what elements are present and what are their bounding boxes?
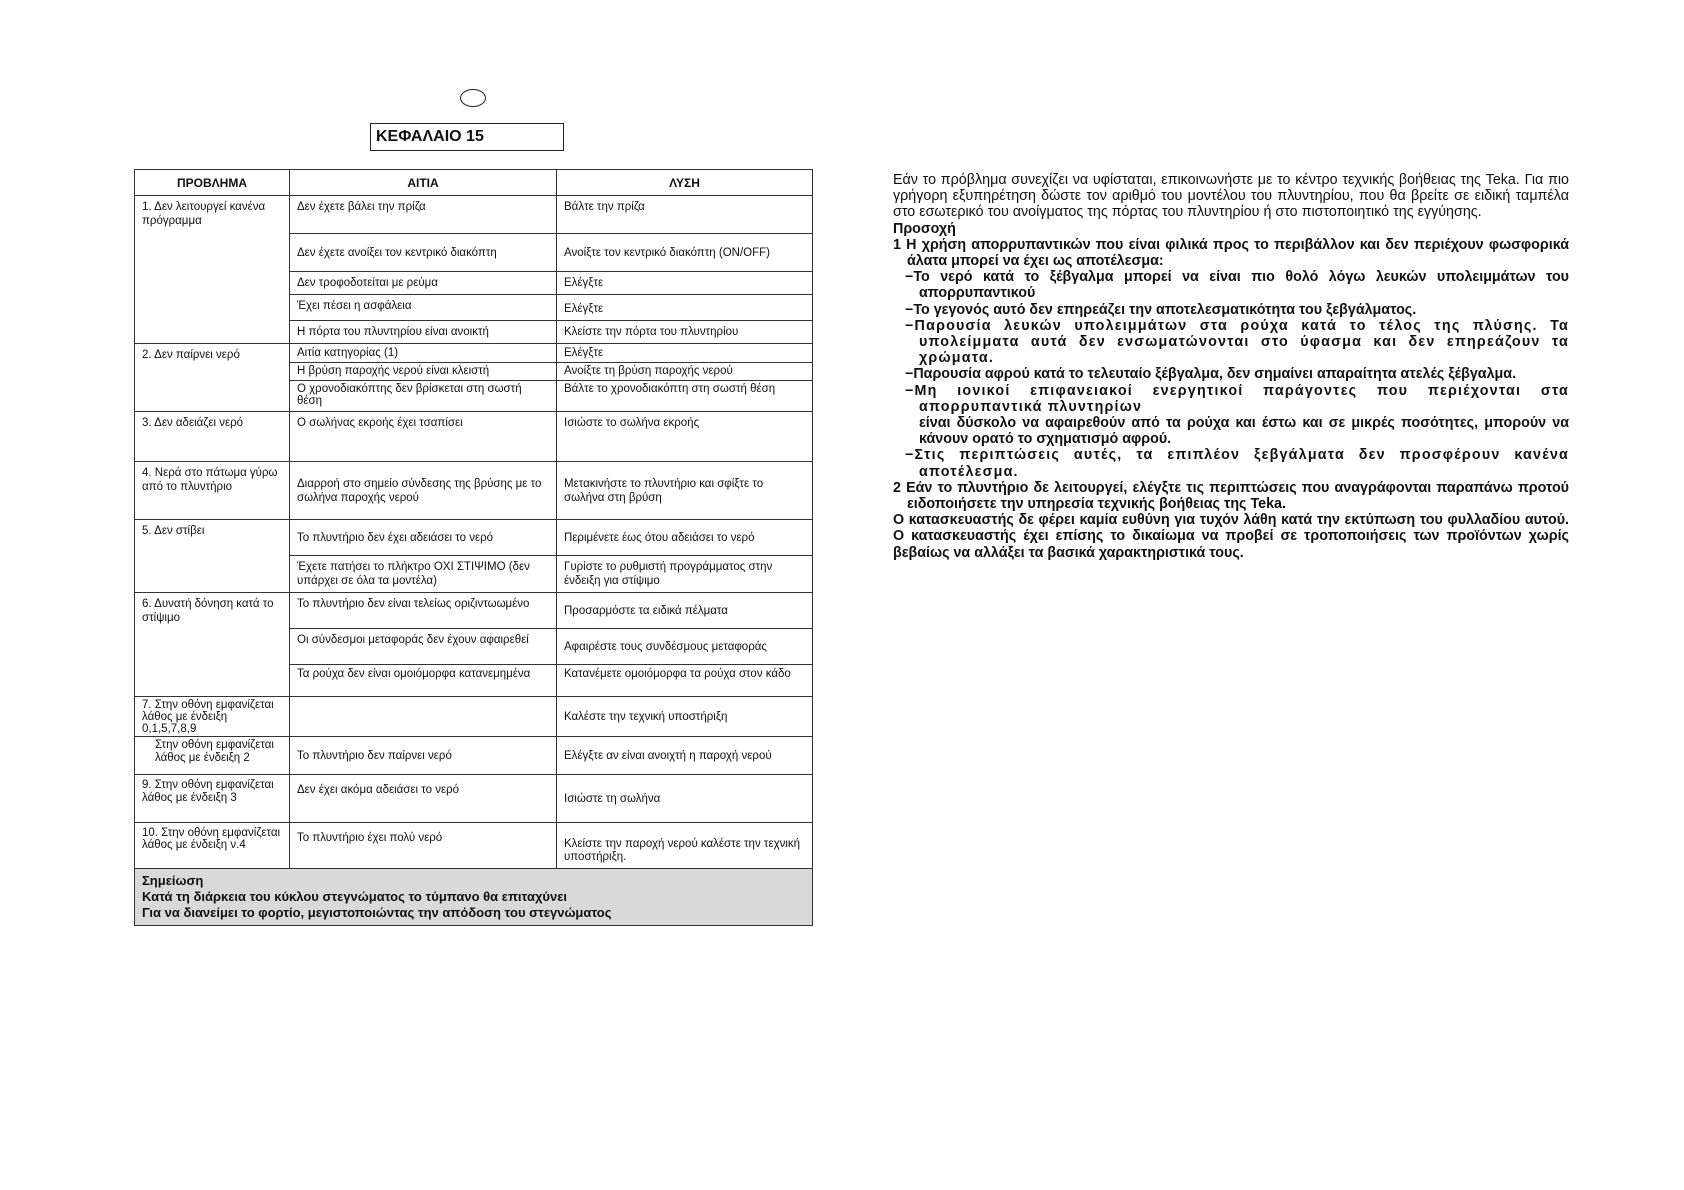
solution-cell: Ανοίξτε τον κεντρικό διακόπτη (ON/OFF) xyxy=(557,234,813,272)
note-line-1: Κατά τη διάρκεια του κύκλου στεγνώματος το τύμπανο θα επιταχύνει xyxy=(142,889,568,904)
cause-cell: Το πλυντήριο δεν παίρνει νερό xyxy=(290,737,557,775)
cause-cell: Διαρροή στο σημείο σύνδεσης της βρύσης με το σωλήνα παροχής νερού xyxy=(290,462,557,520)
header-cause: ΑΙΤΙΑ xyxy=(290,170,557,196)
chapter-title: ΚΕΦΑΛΑΙΟ 15 xyxy=(370,123,564,151)
problem-cell: 2. Δεν παίρνει νερό xyxy=(135,344,290,412)
cause-cell: Το πλυντήριο έχει πολύ νερό xyxy=(290,823,557,869)
table-row xyxy=(135,823,813,869)
solution-cell: Ελέγξτε αν είναι ανοιχτή η παροχή νερού xyxy=(557,737,813,775)
solution-cell: Κλείστε την παροχή νερού καλέστε την τεχνική υποστήριξη. xyxy=(557,823,813,869)
troubleshooting-table xyxy=(134,169,813,926)
note-cell xyxy=(135,869,813,926)
solution-cell: Ισιώστε το σωλήνα εκροής xyxy=(557,412,813,462)
cause-cell: Οι σύνδεσμοι μεταφοράς δεν έχουν αφαιρεθεί xyxy=(290,629,557,665)
solution-cell: Καλέστε την τεχνική υποστήριξη xyxy=(557,697,813,737)
cause-cell: Η πόρτα του πλυντηρίου είναι ανοικτή xyxy=(290,321,557,344)
table-header-row xyxy=(135,170,813,196)
attention-item-1: 1 Η χρήση απορρυπαντικών που είναι φιλικά προς το περιβάλλον και δεν περιέχουν φωσφορικά άλατα μπορεί να έχει ως αποτέλεσμα: xyxy=(893,236,1569,270)
problem-cell: 4. Νερά στο πάτωμα γύρω από το πλυντήριο xyxy=(135,462,290,520)
cause-cell xyxy=(290,697,557,737)
cause-cell: Η βρύση παροχής νερού είναι κλειστή xyxy=(290,363,557,381)
table-row xyxy=(135,344,813,363)
cause-cell: Δεν τροφοδοτείται με ρεύμα xyxy=(290,272,557,295)
solution-cell: Μετακινήστε το πλυντήριο και σφίξτε το σωλήνα στη βρύση xyxy=(557,462,813,520)
problem-cell: 3. Δεν αδειάζει νερό xyxy=(135,412,290,462)
problem-cell: 1. Δεν λειτουργεί κανένα πρόγραμμα xyxy=(135,196,290,344)
table-row xyxy=(135,412,813,462)
cause-cell: Δεν έχετε βάλει την πρίζα xyxy=(290,196,557,234)
cause-cell: Δεν έχετε ανοίξει τον κεντρικό διακόπτη xyxy=(290,234,557,272)
cause-cell: Το πλυντήριο δεν είναι τελείως οριζιντωωμένο xyxy=(290,593,557,629)
cause-cell: Τα ρούχα δεν είναι ομοιόμορφα κατανεμημένα xyxy=(290,665,557,697)
solution-cell: Προσαρμόστε τα ειδικά πέλματα xyxy=(557,593,813,629)
intro-paragraph: Εάν το πρόβλημα συνεχίζει να υφίσταται, επικοινωνήστε με το κέντρο τεχνικής βοήθειας της Teka. Για πιο γρήγορη εξυπηρέτηση δώστε τον αριθμό του μοντέλου του πλυντηρίου, που θα βρείτε σε ειδική ταμπέλα στο εσωτερικό του ανοίγματος της πόρτας του πλυντηρίου ή στο πιστοποιητικό της εγγύησης. xyxy=(893,172,1569,221)
cause-cell: Αιτία κατηγορίας (1) xyxy=(290,344,557,363)
problem-cell: 9. Στην οθόνη εμφανίζεται λάθος με ένδειξη 3 xyxy=(135,775,290,823)
attention-dash-1: −Το νερό κατά το ξέβγαλμα μπορεί να είναι πιο θολό λόγω λευκών υπολειμμάτων του απορρυπαντικού xyxy=(905,269,1569,302)
table-row xyxy=(135,737,813,775)
problem-cell: 5. Δεν στίβει xyxy=(135,520,290,593)
table-row xyxy=(135,697,813,737)
solution-cell: Αφαιρέστε τους συνδέσμους μεταφοράς xyxy=(557,629,813,665)
cause-cell: Έχει πέσει η ασφάλεια xyxy=(290,295,557,321)
solution-cell: Ελέγξτε xyxy=(557,272,813,295)
cause-cell: Έχετε πατήσει το πλήκτρο ΟΧΙ ΣΤΙΨΙΜΟ (δεν υπάρχει σε όλα τα μοντέλα) xyxy=(290,556,557,593)
cause-cell: Ο σωλήνας εκροής έχει τσαπίσει xyxy=(290,412,557,462)
header-problem: ΠΡΟΒΛΗΜΑ xyxy=(135,170,290,196)
solution-cell: Κατανέμετε ομοιόμορφα τα ρούχα στον κάδο xyxy=(557,665,813,697)
problem-cell: 7. Στην οθόνη εμφανίζεται λάθος με ένδειξη 0,1,5,7,8,9 xyxy=(135,697,290,737)
problem-cell: 6. Δυνατή δόνηση κατά το στίψιμο xyxy=(135,593,290,697)
solution-cell: Περιμένετε έως ότου αδειάσει το νερό xyxy=(557,520,813,556)
note-title: Σημείωση xyxy=(142,873,204,888)
solution-cell: Κλείστε την πόρτα του πλυντηρίου xyxy=(557,321,813,344)
cause-cell: Το πλυντήριο δεν έχει αδειάσει το νερό xyxy=(290,520,557,556)
solution-cell: Ελέγξτε xyxy=(557,344,813,363)
table-row xyxy=(135,196,813,234)
problem-cell: Στην οθόνη εμφανίζεται λάθος με ένδειξη 2 xyxy=(135,737,290,775)
solution-cell: Βάλτε την πρίζα xyxy=(557,196,813,234)
attention-dash-4: −Παρουσία αφρού κατά το τελευταίο ξέβγαλμα, δεν σημαίνει απαραίτητα ατελές ξέβγαλμα. xyxy=(905,366,1517,383)
solution-cell: Βάλτε το χρονοδιακόπτη στη σωστή θέση xyxy=(557,381,813,412)
attention-title: Προσοχή xyxy=(893,220,956,237)
table-row xyxy=(135,593,813,629)
attention-dash-3: −Παρουσία λευκών υπολειμμάτων στα ρούχα κατά το τέλος της πλύσης. Τα υπολείμματα αυτά δεν ενσωματώνονται στο ύφασμα και δεν επηρεάζουν τα χρώματα. xyxy=(905,317,1569,367)
language-oval-marker xyxy=(460,89,486,107)
table-row xyxy=(135,520,813,556)
cause-cell: Ο χρονοδιακόπτης δεν βρίσκεται στη σωστή θέση xyxy=(290,381,557,412)
table-row xyxy=(135,775,813,823)
solution-cell: Ανοίξτε τη βρύση παροχής νερού xyxy=(557,363,813,381)
attention-item-2: 2 Εάν το πλυντήριο δε λειτουργεί, ελέγξτε τις περιπτώσεις που αναγράφονται παραπάνω προτού ειδοποιήσετε την υπηρεσία τεχνικής βοήθειας της Teka. xyxy=(893,479,1569,513)
note-line-2: Για να διανείμει το φορτίο, μεγιστοποιώντας την απόδοση του στεγνώματος xyxy=(142,905,612,920)
table-row xyxy=(135,462,813,520)
attention-dash-6: −Στις περιπτώσεις αυτές, τα επιπλέον ξεβγάλματα δεν προσφέρουν κανένα αποτέλεσμα. xyxy=(905,447,1569,480)
cause-cell: Δεν έχει ακόμα αδειάσει το νερό xyxy=(290,775,557,823)
header-solution: ΛΥΣΗ xyxy=(557,170,813,196)
note-row xyxy=(135,869,813,926)
attention-dash-5-continued: είναι δύσκολο να αφαιρεθούν από τα ρούχα και έστω και σε μικρές ποσότητες, μπορούν να κάνουν ορατό το σχηματισμό αφρού. xyxy=(919,415,1569,448)
problem-cell: 10. Στην οθόνη εμφανίζεται λάθος με ένδειξη ν.4 xyxy=(135,823,290,869)
solution-cell: Ελέγξτε xyxy=(557,295,813,321)
solution-cell: Γυρίστε το ρυθμιστή προγράμματος στην ένδειξη για στίψιμο xyxy=(557,556,813,593)
right-column-text xyxy=(893,172,1569,561)
attention-dash-5: −Μη ιονικοί επιφανειακοί ενεργητικοί παράγοντες που περιέχονται στα απορρυπαντικά πλυντηρίων xyxy=(905,382,1569,415)
disclaimer-paragraph: Ο κατασκευαστής δε φέρει καμία ευθύνη για τυχόν λάθη κατά την εκτύπωση του φυλλαδίου αυτού. Ο κατασκευαστής έχει επίσης το δικαίωμα να προβεί σε τροποποιήσεις των προϊόντων χωρίς βεβαίως να αλλάξει τα βασικά χαρακτηριστικά τους. xyxy=(893,512,1569,561)
attention-dash-2: −Το γεγονός αυτό δεν επηρεάζει την αποτελεσματικότητα του ξεβγάλματος. xyxy=(905,301,1417,318)
solution-cell: Ισιώστε τη σωλήνα xyxy=(557,775,813,823)
